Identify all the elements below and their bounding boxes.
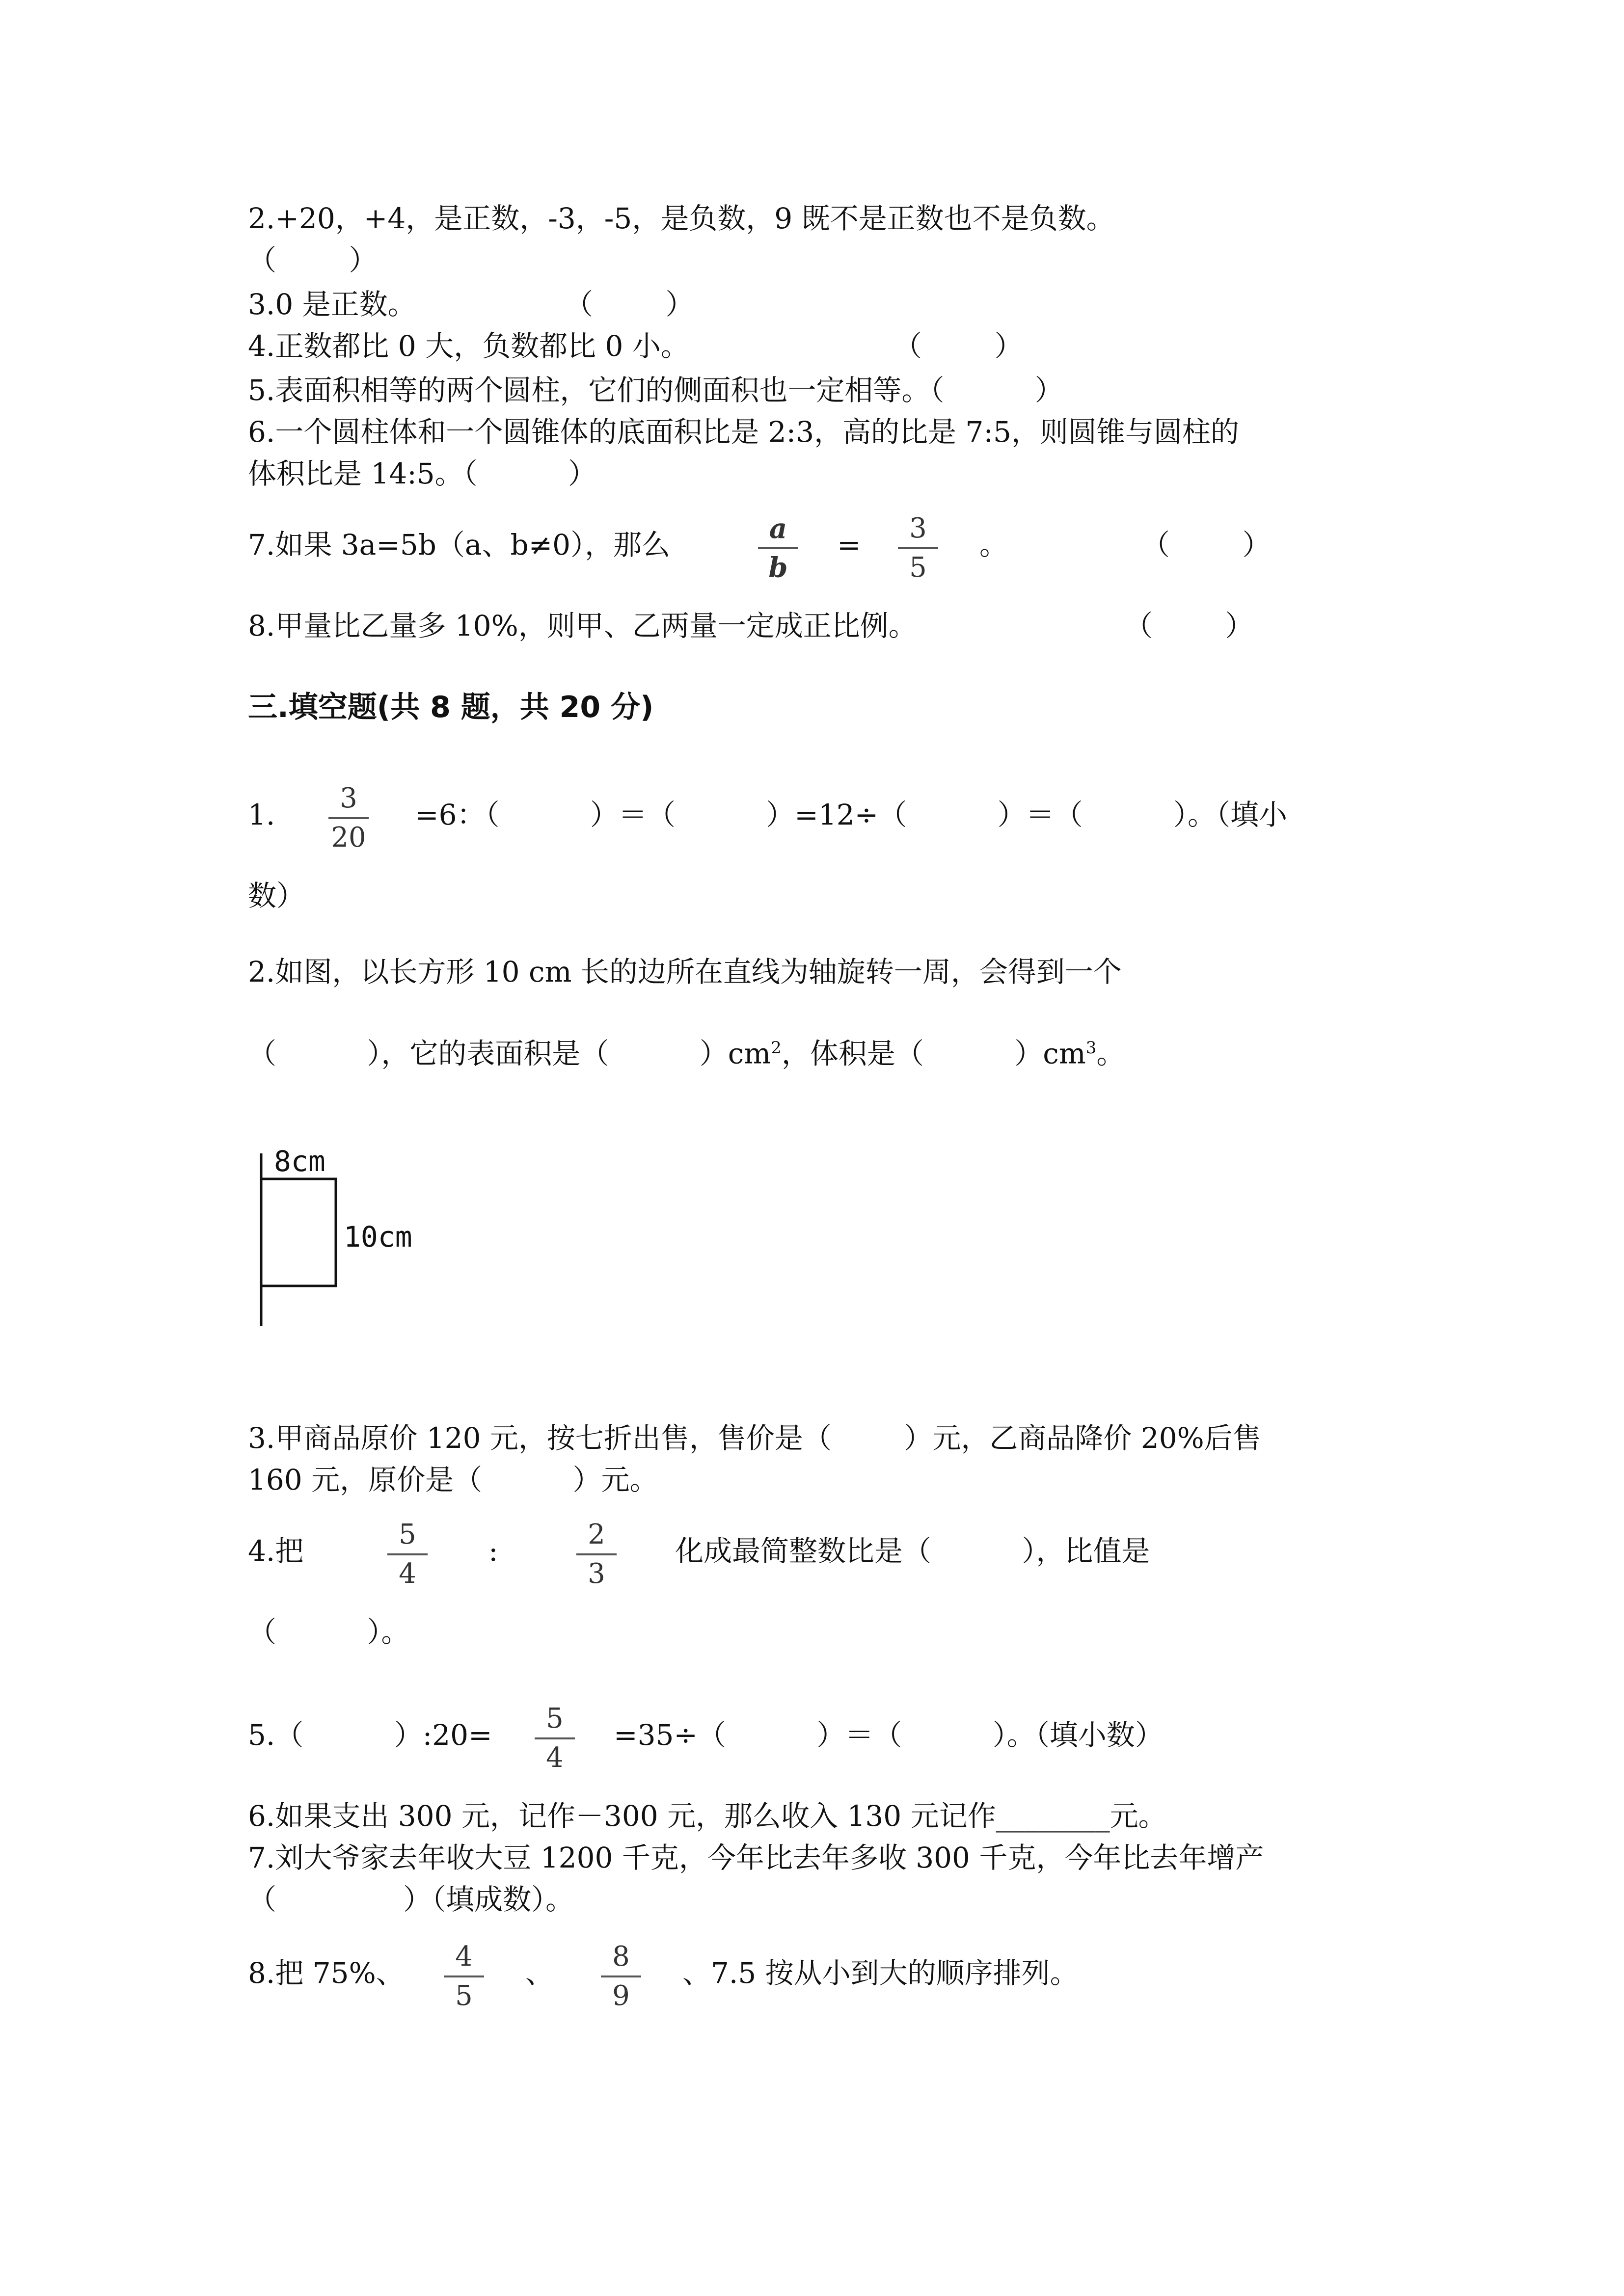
superscript-3: 3 [1085, 1038, 1097, 1058]
fraction-numerator: 2 [588, 1519, 605, 1550]
rectangle-rotation-figure [245, 1144, 452, 1340]
judge-q7-equals: = [837, 528, 861, 561]
fill-q2-line2-a: （ ），它的表面积是（ ）cm [248, 1037, 771, 1070]
fraction-denominator: 20 [331, 822, 366, 854]
fill-q3-line1: 3.甲商品原价 120 元，按七折出售，售价是（ ）元，乙商品降价 20%后售 [248, 1421, 1261, 1455]
judge-q6-line1: 6.一个圆柱体和一个圆锥体的底面积比是 2:3，高的比是 7:5，则圆锥与圆柱的 [248, 415, 1239, 449]
fraction-bar [444, 1976, 484, 1977]
fill-q4-prefix: 4.把 [248, 1534, 304, 1568]
judge-q7-prefix: 7.如果 3a=5b（a、b≠0），那么 [248, 528, 671, 561]
judge-q6-line2: 体积比是 14:5。（ ） [248, 457, 597, 490]
fraction-bar [758, 547, 798, 549]
fraction-numerator: 3 [909, 512, 927, 544]
fill-q5-fraction-5-4 [533, 1703, 577, 1774]
judge-q3-blank: （ ） [565, 288, 694, 321]
fill-q8-separator: 、 [525, 1956, 554, 1990]
fraction-denominator: 3 [588, 1558, 605, 1590]
fill-q1-line2: 数） [248, 879, 305, 912]
judge-q7-fraction-a-b [756, 513, 800, 584]
fraction-bar [535, 1737, 575, 1739]
fraction-numerator: 5 [399, 1519, 416, 1550]
judge-q7-fraction-3-5 [896, 513, 940, 584]
rectangle-shape [261, 1179, 336, 1286]
fill-q1-prefix: 1. [248, 798, 275, 831]
fraction-numerator: 8 [612, 1941, 630, 1973]
fraction-denominator: 4 [546, 1742, 564, 1774]
fill-q2-line2 [248, 1031, 1125, 1070]
fraction-bar [387, 1553, 428, 1555]
fill-q8-suffix: 、7.5 按从小到大的顺序排列。 [682, 1956, 1079, 1990]
fill-q4-colon: : [488, 1534, 498, 1568]
judge-q2-line2: （ ） [248, 243, 378, 277]
judge-q4-text: 4.正数都比 0 大，负数都比 0 小。 [248, 329, 689, 363]
judge-q5-text: 5.表面积相等的两个圆柱，它们的侧面积也一定相等。（ ） [248, 374, 1063, 407]
fraction-bar [576, 1553, 617, 1555]
fill-q8-prefix: 8.把 75%、 [248, 1956, 405, 1990]
fraction-bar [898, 547, 938, 549]
fill-q5-prefix: 5.（ ）:20= [248, 1718, 492, 1752]
judge-q7-suffix: 。 [979, 528, 1008, 561]
fill-q1-rest: =6：（ ）＝（ ）=12÷（ ）＝（ ）。（填小 [415, 798, 1287, 831]
fill-q2-line1: 2.如图，以长方形 10 cm 长的边所在直线为轴旋转一周，会得到一个 [248, 955, 1122, 988]
fill-q7-line2: （ ）（填成数）。 [248, 1883, 574, 1916]
section-title: 三.填空题(共 8 题，共 20 分) [248, 690, 654, 724]
label-10cm: 10cm [344, 1220, 412, 1254]
fill-q2-line2-b: ，体积是（ ）cm [781, 1037, 1086, 1070]
fill-q4-fraction-2-3 [574, 1519, 619, 1590]
label-8cm: 8cm [274, 1145, 325, 1178]
fill-q4-line2: （ ）。 [248, 1615, 410, 1649]
judge-q8-blank: （ ） [1124, 609, 1254, 642]
fill-q4-suffix: 化成最简整数比是（ ），比值是 [675, 1534, 1150, 1568]
fraction-numerator: a [769, 512, 787, 545]
judge-q7-blank: （ ） [1141, 528, 1271, 561]
judge-q3-text: 3.0 是正数。 [248, 288, 416, 321]
fraction-bar [328, 817, 369, 819]
fill-q3-line2: 160 元，原价是（ ）元。 [248, 1463, 658, 1496]
judge-q2-line1: 2.+20，+4，是正数，-3，-5，是负数，9 既不是正数也不是负数。 [248, 202, 1115, 235]
fraction-denominator: 4 [399, 1558, 416, 1590]
fill-q1-fraction-3-20 [326, 783, 371, 854]
fraction-denominator: b [768, 552, 788, 584]
fill-q6-text: 6.如果支出 300 元，记作－300 元，那么收入 130 元记作________元。 [248, 1799, 1167, 1833]
fill-q8-fraction-8-9 [599, 1941, 643, 2012]
fraction-numerator: 5 [546, 1703, 564, 1735]
rectangle-diagram [245, 1144, 452, 1340]
fraction-denominator: 9 [612, 1980, 630, 2012]
fill-q7-line1: 7.刘大爷家去年收大豆 1200 千克，今年比去年多收 300 千克，今年比去年增产 [248, 1841, 1264, 1874]
superscript-2: 2 [771, 1038, 782, 1058]
fill-q4-fraction-5-4 [385, 1519, 430, 1590]
fraction-numerator: 4 [455, 1941, 473, 1973]
judge-q4-blank: （ ） [893, 329, 1023, 363]
fraction-denominator: 5 [455, 1980, 473, 2012]
fill-q5-suffix: =35÷（ ）＝（ ）。（填小数） [614, 1718, 1164, 1752]
fraction-denominator: 5 [909, 552, 927, 584]
judge-q8-text: 8.甲量比乙量多 10%，则甲、乙两量一定成正比例。 [248, 609, 917, 642]
fraction-numerator: 3 [340, 782, 357, 814]
fraction-bar [601, 1976, 641, 1977]
fill-q8-fraction-4-5 [442, 1941, 486, 2012]
fill-q2-line2-c: 。 [1096, 1037, 1125, 1070]
